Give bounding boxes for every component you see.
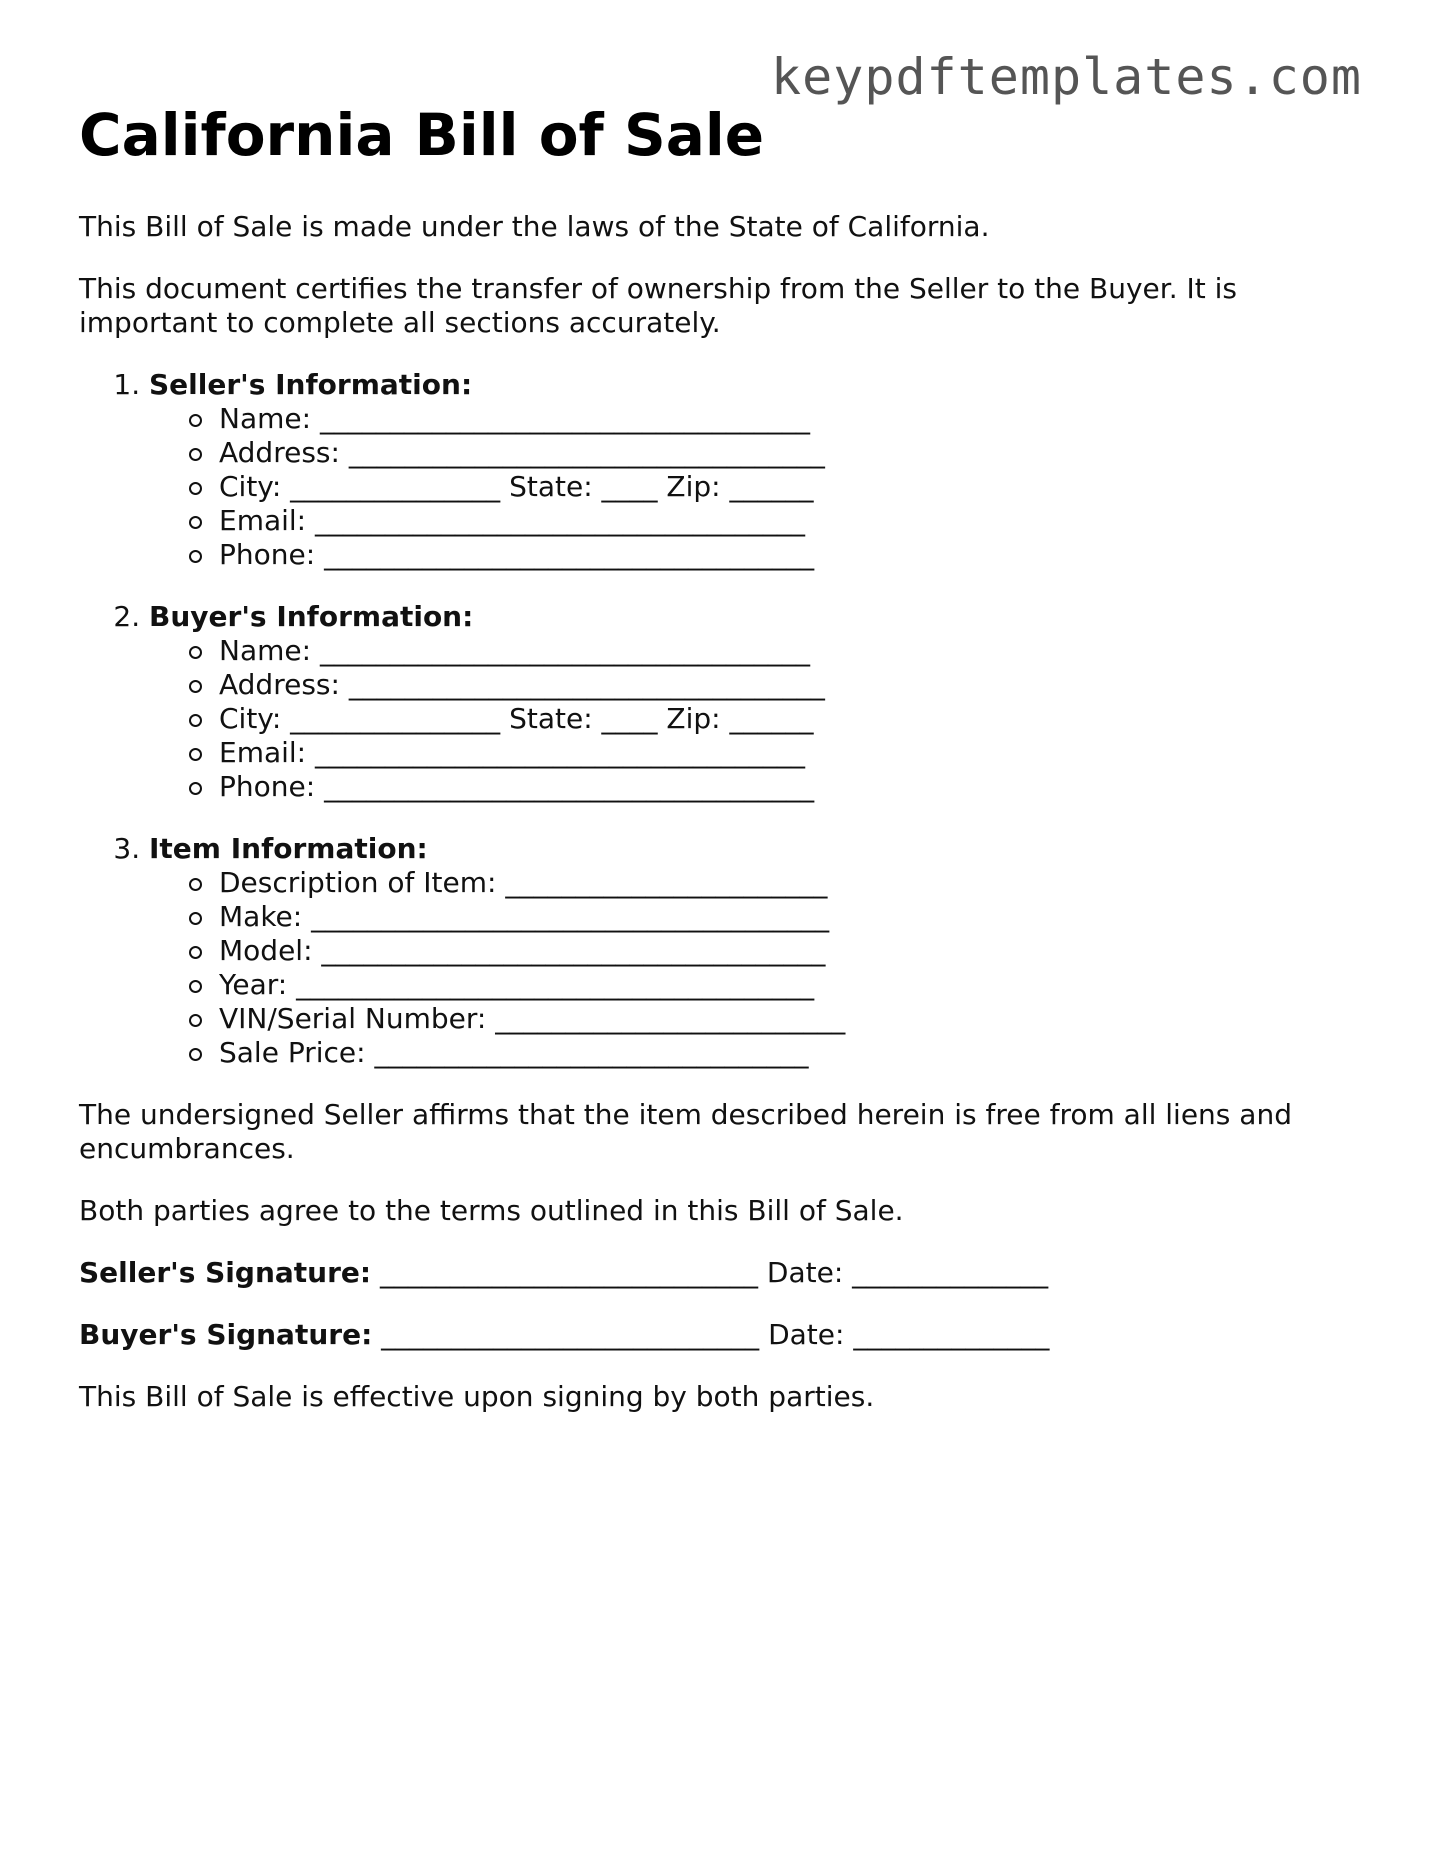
buyer-name-field[interactable]: Name: ___________________________________ <box>219 634 1369 668</box>
buyer-signature-row[interactable] <box>79 1318 1369 1352</box>
buyer-signature-line[interactable]: ___________________________ Date: ______________ <box>372 1318 1050 1351</box>
item-description-field[interactable]: Description of Item: _______________________ <box>219 866 1369 900</box>
buyer-signature-label: Buyer's Signature: <box>79 1318 373 1351</box>
seller-email-field[interactable]: Email: ___________________________________ <box>219 504 1369 538</box>
buyer-address-field[interactable]: Address: __________________________________ <box>219 668 1369 702</box>
seller-name-field[interactable]: Name: ___________________________________ <box>219 402 1369 436</box>
item-sale-price-field[interactable]: Sale Price: _______________________________ <box>219 1036 1369 1070</box>
page-title: California Bill of Sale <box>79 101 765 169</box>
buyer-city-state-zip-field[interactable]: City: _______________ State: ____ Zip: ______ <box>219 702 1369 736</box>
agreement-paragraph: Both parties agree to the terms outlined in this Bill of Sale. <box>79 1194 904 1227</box>
section-buyer <box>149 600 1369 804</box>
seller-city-state-zip-field[interactable]: City: _______________ State: ____ Zip: ______ <box>219 470 1369 504</box>
section-title: Buyer's Information: <box>149 600 474 633</box>
intro-paragraph-2: This document certifies the transfer of ownership from the Seller to the Buyer. It is important to complete all sections accurately. <box>79 272 1238 339</box>
item-vin-field[interactable]: VIN/Serial Number: _________________________ <box>219 1002 1369 1036</box>
buyer-phone-field[interactable]: Phone: ___________________________________ <box>219 770 1369 804</box>
buyer-email-field[interactable]: Email: ___________________________________ <box>219 736 1369 770</box>
affirmation-paragraph: The undersigned Seller affirms that the item described herein is free from all liens and encumbrances. <box>79 1098 1292 1165</box>
seller-phone-field[interactable]: Phone: ___________________________________ <box>219 538 1369 572</box>
item-make-field[interactable]: Make: _____________________________________ <box>219 900 1369 934</box>
item-year-field[interactable]: Year: _____________________________________ <box>219 968 1369 1002</box>
document-page <box>79 100 1369 1442</box>
section-title: Item Information: <box>149 832 428 865</box>
seller-signature-label: Seller's Signature: <box>79 1256 372 1289</box>
item-model-field[interactable]: Model: ____________________________________ <box>219 934 1369 968</box>
closing-paragraph: This Bill of Sale is effective upon signing by both parties. <box>79 1380 875 1413</box>
seller-address-field[interactable]: Address: __________________________________ <box>219 436 1369 470</box>
watermark: keypdftemplates.com <box>771 48 1362 106</box>
seller-signature-line[interactable]: ___________________________ Date: ______________ <box>371 1256 1049 1289</box>
buyer-fields <box>149 634 1369 804</box>
seller-fields <box>149 402 1369 572</box>
section-title: Seller's Information: <box>149 368 473 401</box>
item-fields <box>149 866 1369 1070</box>
section-seller <box>149 368 1369 572</box>
intro-paragraph-1: This Bill of Sale is made under the laws of the State of California. <box>79 210 990 243</box>
section-item <box>149 832 1369 1070</box>
seller-signature-row[interactable] <box>79 1256 1369 1290</box>
sections-list <box>79 368 1369 1070</box>
